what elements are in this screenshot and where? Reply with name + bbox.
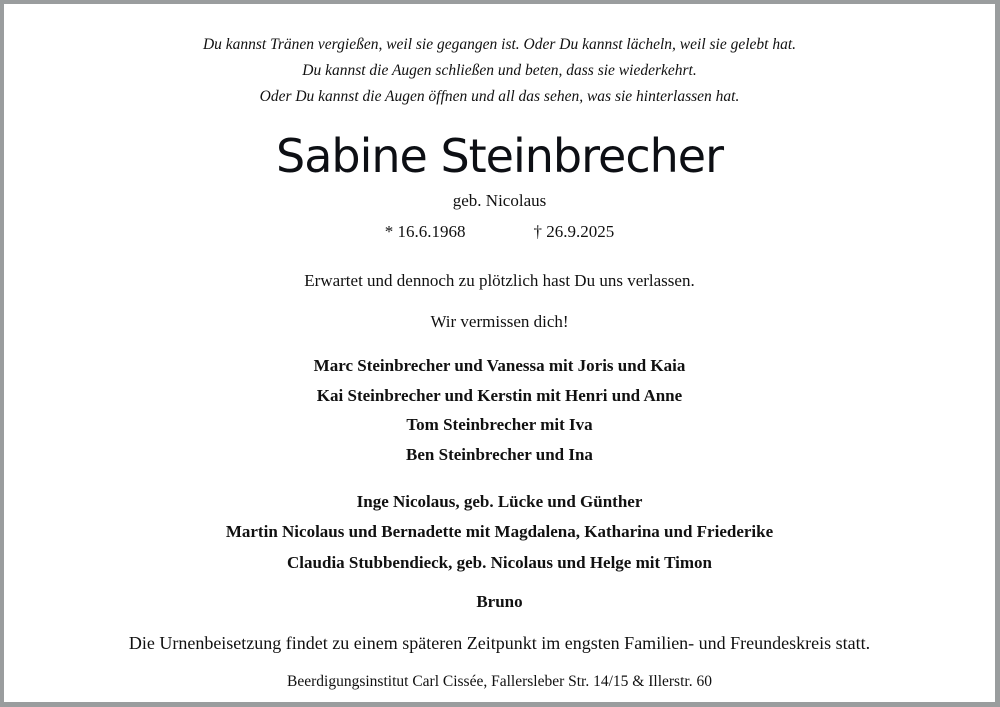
mourner-line: Martin Nicolaus und Bernadette mit Magdalena, Katharina und Friederike (225, 522, 774, 541)
mourner-line: Tom Steinbrecher mit Iva (406, 415, 593, 434)
message-1: Erwartet und dennoch zu plötzlich hast Du uns verlassen. (304, 271, 695, 290)
mourner-line: Marc Steinbrecher und Vanessa mit Joris und Kaia (313, 356, 686, 375)
quote-line-3: Oder Du kannst die Augen öffnen und all das sehen, was sie hinterlassen hat. (259, 88, 740, 105)
message-2: Wir vermissen dich! (430, 312, 569, 331)
mourner-line: Bruno (476, 592, 523, 611)
birth-date: * 16.6.1968 (384, 222, 466, 241)
obituary-notice (4, 4, 995, 702)
funeral-home: Beerdigungsinstitut Carl Cissée, Fallersleber Str. 14/15 & Illerstr. 60 (287, 673, 712, 690)
quote-line-1: Du kannst Tränen vergießen, weil sie gegangen ist. Oder Du kannst lächeln, weil sie gelebt hat. (202, 36, 797, 53)
mourner-line: Inge Nicolaus, geb. Lücke und Günther (356, 492, 643, 511)
life-dates (4, 223, 995, 240)
mourner-line: Claudia Stubbendieck, geb. Nicolaus und Helge mit Timon (287, 553, 712, 572)
mourner-line: Ben Steinbrecher und Ina (406, 445, 593, 464)
death-date: † 26.9.2025 (533, 222, 615, 241)
quote-line-2: Du kannst die Augen schließen und beten, dass sie wiederkehrt. (302, 62, 697, 79)
burial-note: Die Urnenbeisetzung findet zu einem späteren Zeitpunkt im engsten Familien- und Freundeskreis statt. (128, 633, 871, 653)
mourner-line: Kai Steinbrecher und Kerstin mit Henri und Anne (316, 386, 683, 405)
deceased-name: Sabine Steinbrecher (276, 129, 723, 183)
maiden-name: geb. Nicolaus (452, 191, 547, 210)
